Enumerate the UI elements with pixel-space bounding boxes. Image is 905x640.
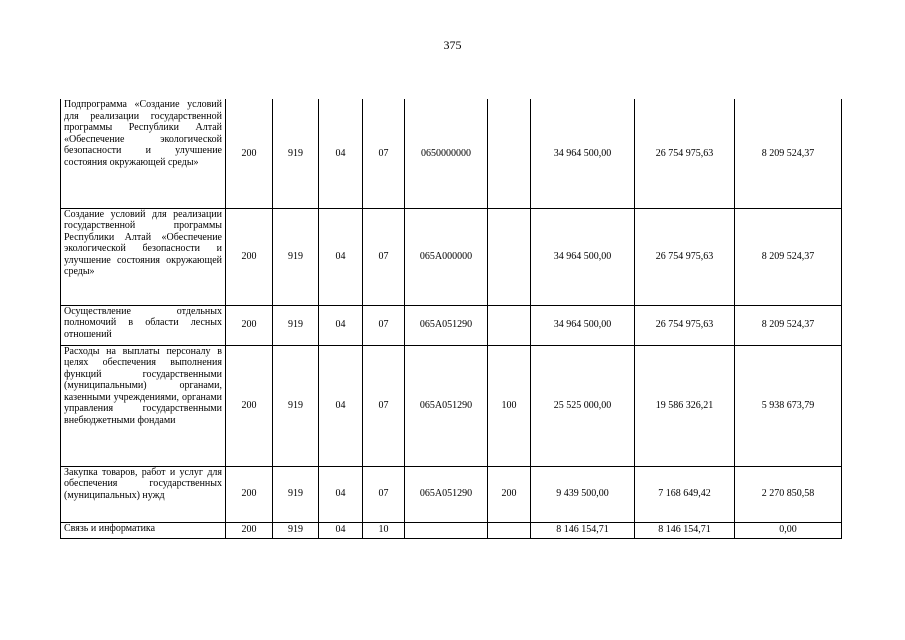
target-article-cell: 065A051290 xyxy=(405,466,488,522)
ministry-code-cell: 919 xyxy=(273,466,319,522)
section-code-cell: 04 xyxy=(319,208,363,305)
row-name-cell: Закупка товаров, работ и услуг для обеспечения государственных (муниципальных) нужд xyxy=(61,466,226,522)
plan-amount-cell: 34 964 500,00 xyxy=(531,99,635,208)
table-row xyxy=(61,99,842,208)
remainder-amount-cell: 8 209 524,37 xyxy=(735,305,842,345)
subsection-code-cell: 07 xyxy=(363,466,405,522)
plan-amount-cell: 25 525 000,00 xyxy=(531,345,635,466)
plan-amount-cell: 34 964 500,00 xyxy=(531,208,635,305)
ministry-code-cell: 919 xyxy=(273,345,319,466)
section-code-cell: 04 xyxy=(319,305,363,345)
ministry-code-cell: 919 xyxy=(273,99,319,208)
executed-amount-cell: 19 586 326,21 xyxy=(635,345,735,466)
table-row xyxy=(61,466,842,522)
remainder-amount-cell: 0,00 xyxy=(735,522,842,538)
target-article-cell: 0650000000 xyxy=(405,99,488,208)
remainder-amount-cell: 2 270 850,58 xyxy=(735,466,842,522)
budget-execution-table xyxy=(60,99,842,539)
section-code-cell: 04 xyxy=(319,522,363,538)
expense-type-cell xyxy=(488,99,531,208)
subsection-code-cell: 07 xyxy=(363,208,405,305)
target-article-cell: 065A000000 xyxy=(405,208,488,305)
admin-code-cell: 200 xyxy=(226,345,273,466)
table-row xyxy=(61,522,842,538)
plan-amount-cell: 8 146 154,71 xyxy=(531,522,635,538)
executed-amount-cell: 26 754 975,63 xyxy=(635,208,735,305)
expense-type-cell xyxy=(488,522,531,538)
section-code-cell: 04 xyxy=(319,466,363,522)
executed-amount-cell: 26 754 975,63 xyxy=(635,305,735,345)
table-row xyxy=(61,305,842,345)
plan-amount-cell: 34 964 500,00 xyxy=(531,305,635,345)
row-name-cell: Связь и информатика xyxy=(61,522,226,538)
plan-amount-cell: 9 439 500,00 xyxy=(531,466,635,522)
subsection-code-cell: 07 xyxy=(363,99,405,208)
subsection-code-cell: 07 xyxy=(363,305,405,345)
admin-code-cell: 200 xyxy=(226,99,273,208)
subsection-code-cell: 07 xyxy=(363,345,405,466)
table-row xyxy=(61,345,842,466)
executed-amount-cell: 8 146 154,71 xyxy=(635,522,735,538)
admin-code-cell: 200 xyxy=(226,522,273,538)
remainder-amount-cell: 8 209 524,37 xyxy=(735,208,842,305)
admin-code-cell: 200 xyxy=(226,466,273,522)
ministry-code-cell: 919 xyxy=(273,208,319,305)
section-code-cell: 04 xyxy=(319,345,363,466)
executed-amount-cell: 26 754 975,63 xyxy=(635,99,735,208)
target-article-cell: 065A051290 xyxy=(405,305,488,345)
row-name-cell: Расходы на выплаты персоналу в целях обеспечения выполнения функций государственными (муниципальными) органами, казенными учреждениями, органами управления государственными внебюджетными фондами xyxy=(61,345,226,466)
expense-type-cell xyxy=(488,208,531,305)
executed-amount-cell: 7 168 649,42 xyxy=(635,466,735,522)
row-name-cell: Подпрограмма «Создание условий для реализации государственной программы Республики Алтай «Обеспечение экологической безопасности и улучшение состояния окружающей среды» xyxy=(61,99,226,208)
expense-type-cell xyxy=(488,305,531,345)
remainder-amount-cell: 8 209 524,37 xyxy=(735,99,842,208)
expense-type-cell: 100 xyxy=(488,345,531,466)
remainder-amount-cell: 5 938 673,79 xyxy=(735,345,842,466)
ministry-code-cell: 919 xyxy=(273,305,319,345)
target-article-cell: 065A051290 xyxy=(405,345,488,466)
ministry-code-cell: 919 xyxy=(273,522,319,538)
page-number: 375 xyxy=(443,38,462,52)
section-code-cell: 04 xyxy=(319,99,363,208)
admin-code-cell: 200 xyxy=(226,208,273,305)
admin-code-cell: 200 xyxy=(226,305,273,345)
row-name-cell: Создание условий для реализации государственной программы Республики Алтай «Обеспечение экологической безопасности и улучшение состояния окружающей среды» xyxy=(61,208,226,305)
expense-type-cell: 200 xyxy=(488,466,531,522)
table-row xyxy=(61,208,842,305)
subsection-code-cell: 10 xyxy=(363,522,405,538)
target-article-cell xyxy=(405,522,488,538)
row-name-cell: Осуществление отдельных полномочий в области лесных отношений xyxy=(61,305,226,345)
